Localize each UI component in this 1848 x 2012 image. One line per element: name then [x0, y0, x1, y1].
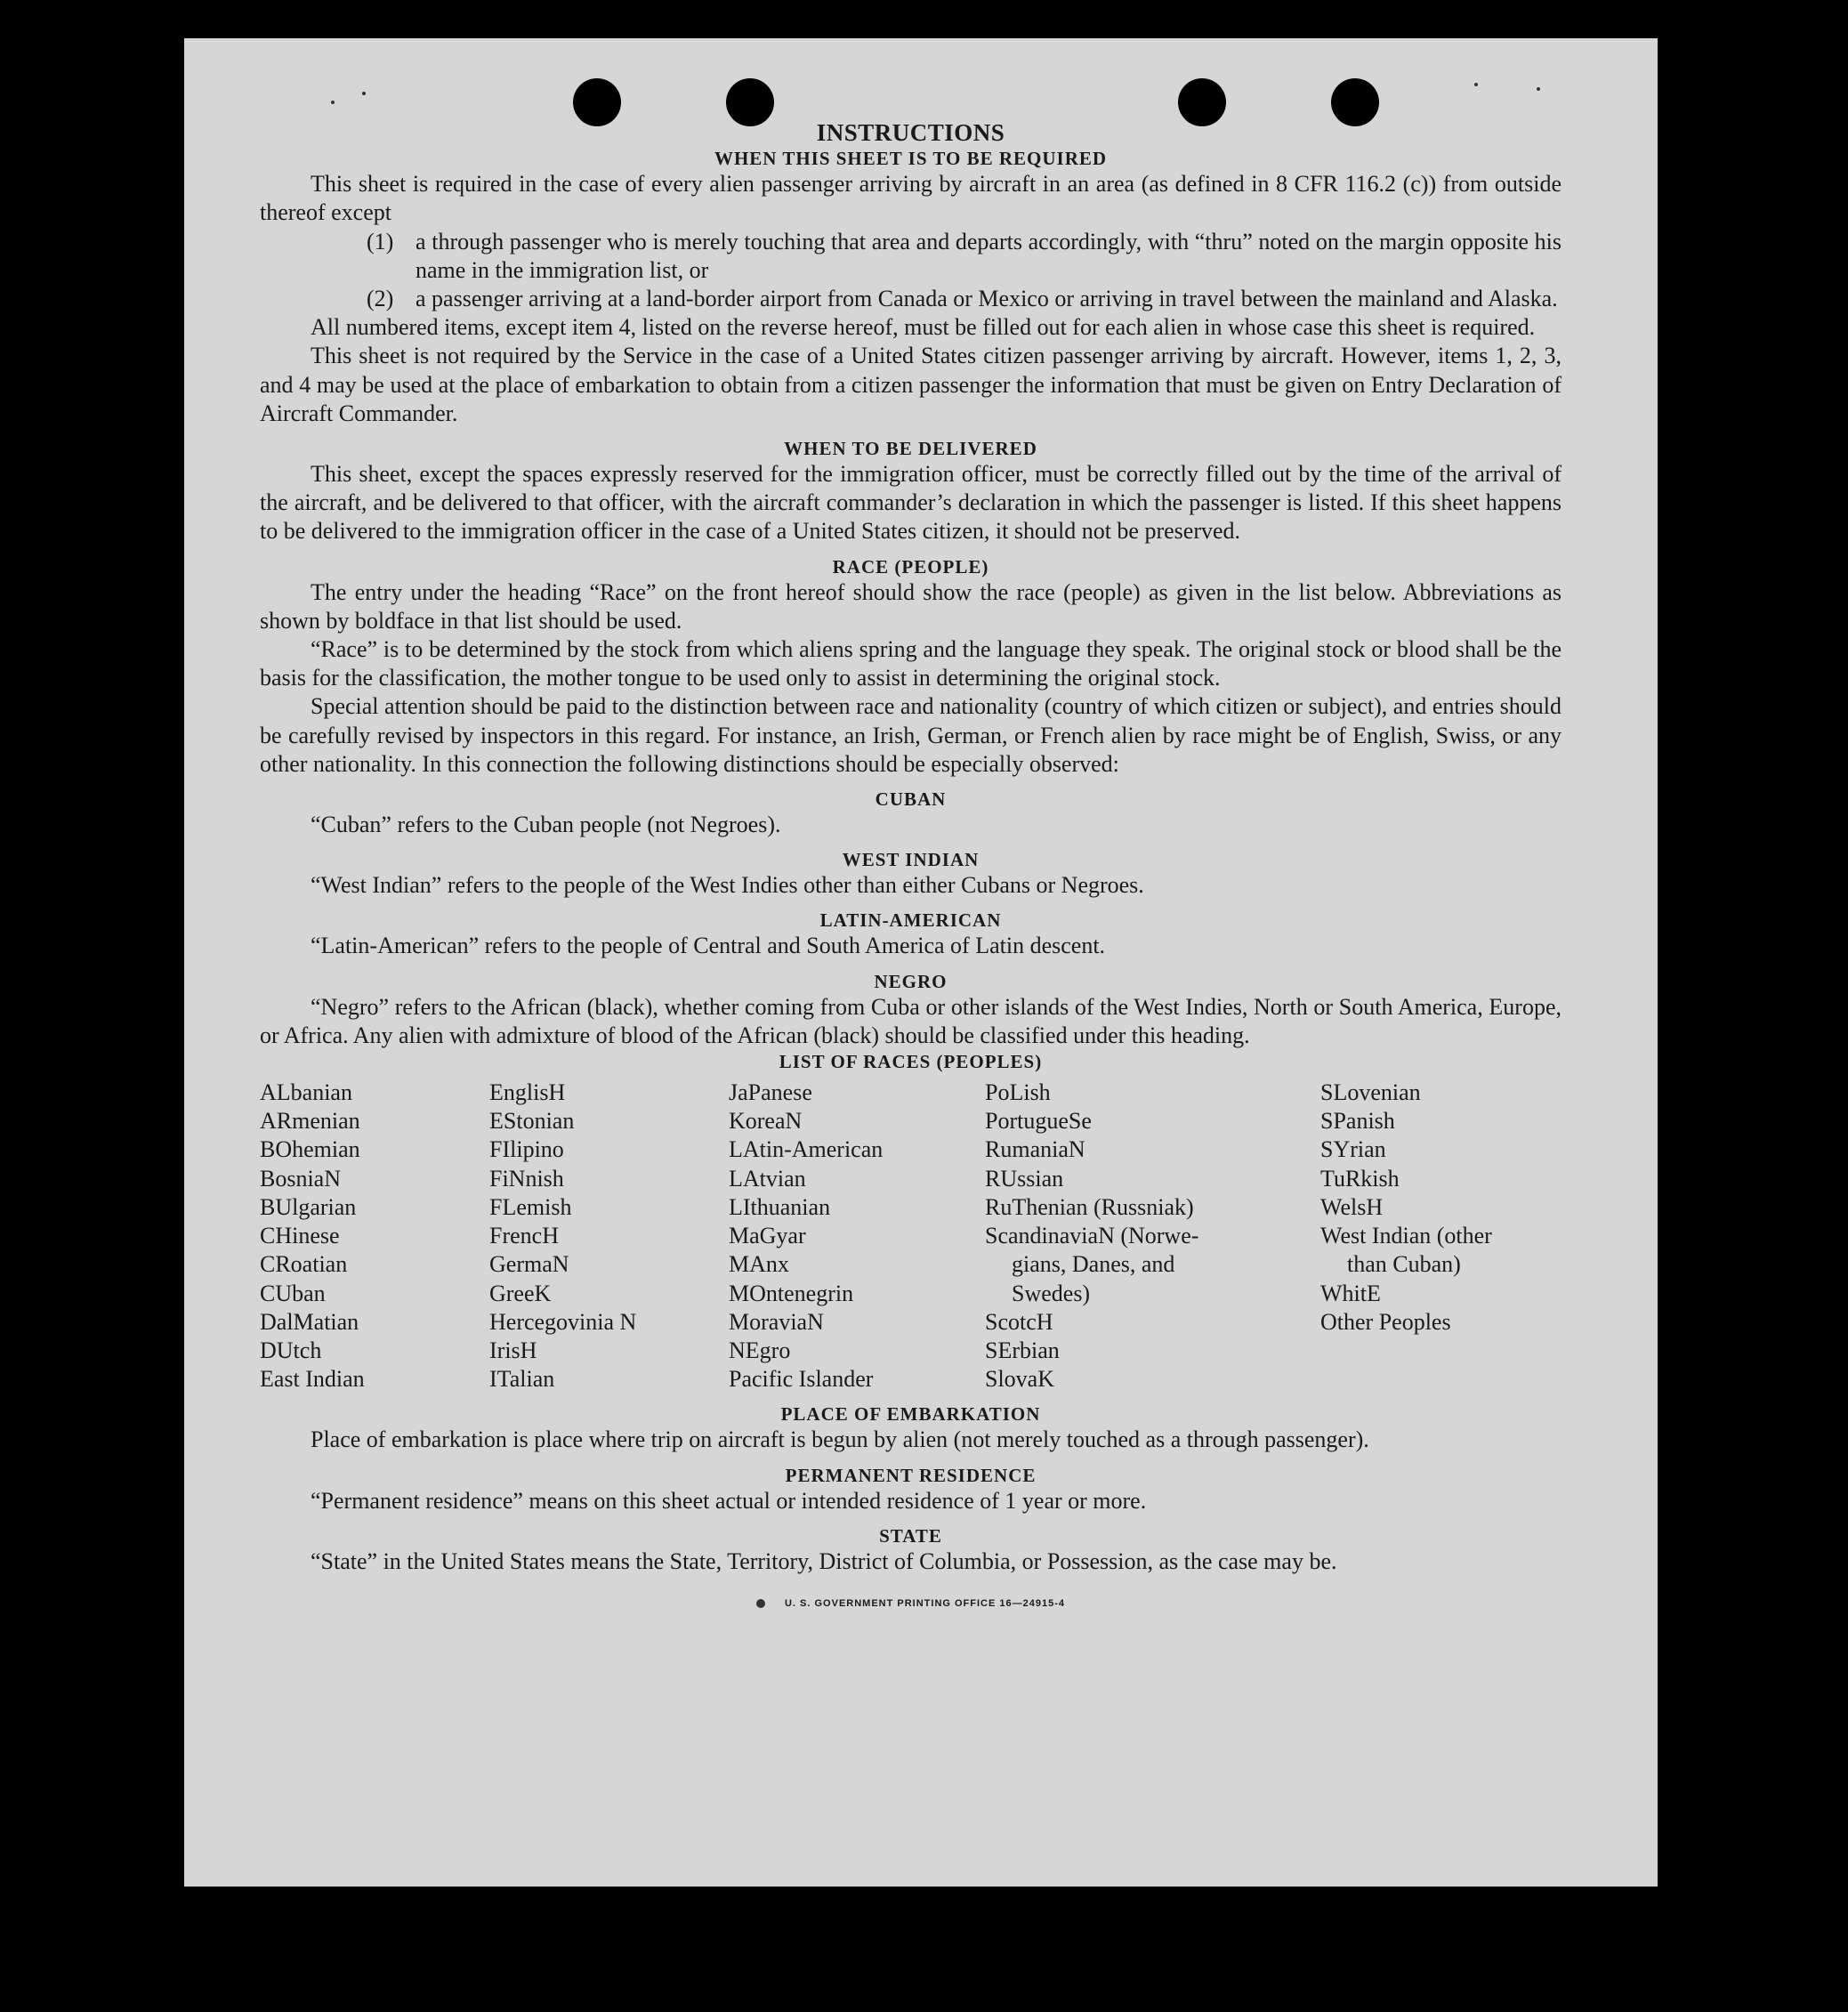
item-text: a through passenger who is merely touching that area and departs accordingly, with “thru” noted on the margin opposite his name in the immigration list, or [416, 228, 1562, 283]
section-heading: LIST OF RACES (PEOPLES) [779, 1051, 1043, 1073]
item-text: a passenger arriving at a land-border airport from Canada or Mexico or arriving in travel between the mainland and Alaska. [416, 286, 1558, 312]
race-entry: WelsH [1320, 1193, 1384, 1220]
race-entry: East Indian [260, 1366, 365, 1393]
printer-imprint-text: U. S. GOVERNMENT PRINTING OFFICE 16—24915-4 [784, 1597, 1065, 1609]
race-entry: LIthuanian [729, 1193, 831, 1220]
paragraph: “State” in the United States means the State, Territory, District of Columbia, or Possession, as the case may be. [311, 1547, 1337, 1574]
race-entry: ITalian [489, 1366, 555, 1393]
section-heading: STATE [879, 1524, 942, 1547]
speck [1537, 87, 1540, 91]
paragraph: Special attention should be paid to the distinction between race and nationality (country of which citizen or subject), and entries should be carefully revised by inspectors in this regard. For instance, an Irish, German, or French alien by race might be of English, Swiss, or any other nationality. In this connection the following distinctions should be especially observed: [260, 693, 1562, 777]
race-entry: RUssian [985, 1165, 1064, 1192]
race-entry: ScandinaviaN (Norwe- [985, 1223, 1199, 1249]
race-entry: Pacific Islander [729, 1366, 874, 1393]
race-entry: CHinese [260, 1223, 340, 1249]
race-entry: FrencH [489, 1223, 559, 1249]
race-entry: MoraviaN [729, 1308, 824, 1335]
section-heading: CUBAN [875, 788, 947, 811]
section-heading: LATIN-AMERICAN [819, 909, 1002, 932]
race-entry: KoreaN [729, 1108, 803, 1135]
race-entry: FiNnish [489, 1165, 564, 1192]
race-entry: LAtvian [729, 1165, 806, 1192]
race-entry: ScotcH [985, 1308, 1053, 1335]
speck [362, 92, 366, 95]
paragraph: “Cuban” refers to the Cuban people (not Negroes). [311, 812, 781, 838]
race-entry: MAnx [729, 1251, 789, 1278]
paragraph: “Race” is to be determined by the stock from which aliens spring and the language they speak. The original stock or blood shall be the basis for the classification, the mother tongue to be used only to assist in determining the original stock. [260, 636, 1562, 691]
race-entry: GreeK [489, 1280, 552, 1306]
race-entry: gians, Danes, and [1012, 1251, 1175, 1278]
race-entry: ALbanian [260, 1079, 352, 1106]
page-title: INSTRUCTIONS [816, 119, 1005, 146]
race-entry: IrisH [489, 1337, 537, 1363]
race-entry: MaGyar [729, 1223, 806, 1249]
item-number: (2) [367, 286, 394, 312]
race-entry: BUlgarian [260, 1193, 357, 1220]
race-entry: NEgro [729, 1337, 791, 1363]
section-heading: WHEN TO BE DELIVERED [784, 438, 1037, 460]
race-entry: DalMatian [260, 1308, 359, 1335]
race-list [260, 1079, 1562, 1394]
section-heading: RACE (PEOPLE) [832, 555, 989, 578]
race-column [985, 1079, 1320, 1394]
paragraph: This sheet, except the spaces expressly reserved for the immigration officer, must be correctly filled out by the time of the arrival of the aircraft, and be delivered to that officer, with the aircraft commander’s declaration in which the passenger is listed. If this sheet happens to be delivered to the immigration officer in the case of a United States citizen, it should not be preserved. [260, 461, 1562, 545]
race-entry: CUban [260, 1280, 326, 1306]
section-heading: WEST INDIAN [842, 849, 980, 871]
speck [1474, 83, 1478, 86]
race-entry: Hercegovinia N [489, 1308, 637, 1335]
race-entry: GermaN [489, 1251, 569, 1278]
race-entry: Other Peoples [1320, 1308, 1451, 1335]
race-entry: EnglisH [489, 1079, 566, 1106]
race-entry: DUtch [260, 1337, 322, 1363]
race-entry: than Cuban) [1347, 1251, 1461, 1278]
race-entry: BOhemian [260, 1136, 360, 1163]
race-entry: SPanish [1320, 1108, 1395, 1135]
paragraph: Place of embarkation is place where trip on aircraft is begun by alien (not merely touched as a through passenger). [311, 1426, 1369, 1453]
section-heading: NEGRO [874, 970, 948, 992]
race-entry: SLovenian [1320, 1079, 1421, 1106]
item-number: (1) [367, 228, 394, 255]
race-entry: SlovaK [985, 1366, 1054, 1393]
race-column [260, 1079, 489, 1394]
printer-imprint [260, 1589, 1562, 1618]
race-entry: SErbian [985, 1337, 1060, 1363]
section-heading: PLACE OF EMBARKATION [780, 1403, 1041, 1426]
race-entry: FIlipino [489, 1136, 564, 1163]
speck [331, 101, 335, 104]
race-column [1320, 1079, 1562, 1394]
race-entry: ARmenian [260, 1108, 360, 1135]
race-column [489, 1079, 729, 1394]
race-entry: BosniaN [260, 1165, 341, 1192]
race-entry: Swedes) [1012, 1280, 1091, 1306]
race-entry: LAtin-American [729, 1136, 884, 1163]
race-entry: MOntenegrin [729, 1280, 854, 1306]
paragraph: This sheet is required in the case of every alien passenger arriving by aircraft in an area (as defined in 8 CFR 116.2 (c)) from outside thereof except [260, 171, 1562, 226]
ink-dot [756, 1599, 765, 1608]
instructions-content [260, 118, 1562, 1618]
paragraph: “Latin-American” refers to the people of Central and South America of Latin descent. [311, 933, 1106, 959]
paragraph: All numbered items, except item 4, listed on the reverse hereof, must be filled out for each alien in whose case this sheet is required. [311, 314, 1536, 341]
section-heading: PERMANENT RESIDENCE [785, 1464, 1037, 1486]
race-column [729, 1079, 985, 1394]
list-item [367, 285, 1562, 313]
race-entry: PortugueSe [985, 1108, 1092, 1135]
paragraph: “West Indian” refers to the people of the West Indies other than either Cubans or Negroes. [311, 872, 1144, 899]
list-item [367, 228, 1562, 285]
paragraph: “Negro” refers to the African (black), whether coming from Cuba or other islands of the West Indies, North or South America, Europe, or Africa. Any alien with admixture of blood of the African (black) should be classified under this heading. [260, 993, 1562, 1048]
race-entry: RuThenian (Russniak) [985, 1193, 1194, 1220]
paragraph: This sheet is not required by the Service in the case of a United States citizen passenger arriving by aircraft. However, items 1, 2, 3, and 4 may be used at the place of embarkation to obtain from a citizen passenger the information that must be given on Entry Declaration of Aircraft Commander. [260, 343, 1562, 426]
race-entry: FLemish [489, 1193, 572, 1220]
race-entry: RumaniaN [985, 1136, 1085, 1163]
race-entry: West Indian (other [1320, 1223, 1492, 1249]
race-entry: JaPanese [729, 1079, 812, 1106]
race-entry: WhitE [1320, 1280, 1381, 1306]
section-heading: WHEN THIS SHEET IS TO BE REQUIRED [714, 148, 1108, 170]
race-entry: PoLish [985, 1079, 1051, 1106]
document-page [184, 38, 1658, 1887]
race-entry: CRoatian [260, 1251, 348, 1278]
race-entry: SYrian [1320, 1136, 1386, 1163]
paragraph: “Permanent residence” means on this sheet actual or intended residence of 1 year or more. [311, 1487, 1147, 1514]
race-entry: EStonian [489, 1108, 575, 1135]
paragraph: The entry under the heading “Race” on the front hereof should show the race (people) as given in the list below. Abbreviations as shown by boldface in that list should be used. [260, 578, 1562, 634]
race-entry: TuRkish [1320, 1165, 1400, 1192]
